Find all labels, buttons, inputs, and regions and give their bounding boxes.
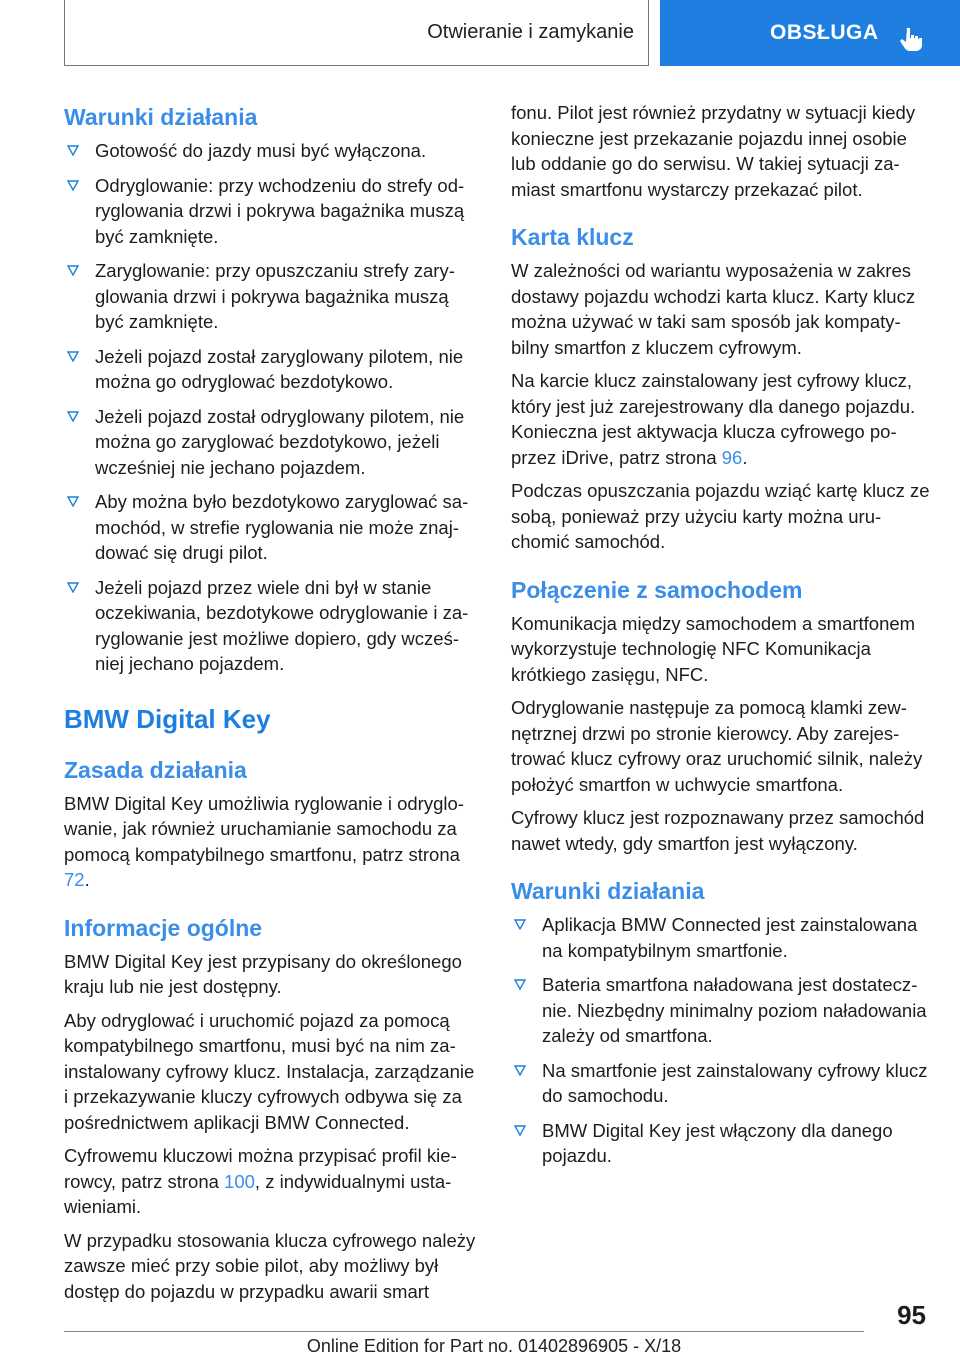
- list-item-text: BMW Digital Key jest włączony dla danego pojazdu.: [542, 1119, 893, 1166]
- triangle-bullet-icon: [67, 265, 79, 276]
- triangle-bullet-icon: [514, 1125, 526, 1136]
- triangle-bullet-icon: [67, 180, 79, 191]
- list-item: [64, 575, 476, 677]
- list-item-text: Zaryglowanie: przy opuszczaniu strefy zaryglowania drzwi i pokrywa bagażnika muszą być zamknięte.: [95, 260, 455, 332]
- paragraph-text: .: [742, 446, 748, 468]
- list-item-text: Odryglowanie: przy wchodzeniu do strefy odryglowania drzwi i pokrywa bagażnika muszą być zamknięte.: [95, 174, 465, 247]
- list-item: [511, 1118, 931, 1169]
- list-item-text: Gotowość do jazdy musi być wyłączona.: [95, 140, 427, 161]
- paragraph-text: BMW Digital Key umożliwia ryglowanie i odryglowanie, jak również uruchamianie samochodu za pomocą kompatybilnego smartfonu, patrz strona: [64, 792, 464, 865]
- paragraph-text: Cyfrowemu kluczowi można przypisać profil kierowcy, patrz strona: [64, 1145, 457, 1192]
- triangle-bullet-icon: [67, 582, 79, 593]
- general-paragraph-4: W przypadku stosowania klucza cyfrowego należy zawsze mieć przy sobie pilot, aby możliwy był dostęp do pojazdu w przypadku awarii smart: [64, 1229, 476, 1302]
- hand-pointer-icon: [898, 26, 924, 52]
- page-link[interactable]: 72: [64, 869, 85, 890]
- list-item: [64, 258, 476, 335]
- list-item: [64, 138, 476, 164]
- list-item-text: Jeżeli pojazd został zaryglowany pilotem, nie można go odryglować bezdotykowo.: [95, 345, 464, 392]
- triangle-bullet-icon: [67, 145, 79, 156]
- heading-connection: Połączenie z samochodem: [511, 576, 803, 603]
- list-item: [511, 972, 931, 1049]
- page-link[interactable]: 100: [224, 1170, 255, 1192]
- connection-paragraph-1: Komunikacja między samochodem a smartfonem wykorzystuje technologię NFC Komunikacja krótkiego zasięgu, NFC.: [511, 612, 916, 685]
- general-paragraph-3: [64, 1143, 476, 1220]
- triangle-bullet-icon: [514, 1065, 526, 1076]
- general-paragraph-2: Aby odryglować i uruchomić pojazd za pomocą kompatybilnego smartfonu, musi być na nim zainstalowany cyfrowy klucz. Instalacja, zarządzanie i przekazywanie kluczy cyfrowych odbywa się za pośrednictwem aplikacji BMW Connected.: [64, 1009, 475, 1133]
- chapter-title: Otwieranie i zamykanie: [64, 0, 649, 66]
- card-paragraph-2: [511, 368, 931, 470]
- page-header: [64, 0, 960, 66]
- heading-principle: Zasada działania: [64, 756, 247, 783]
- triangle-bullet-icon: [67, 496, 79, 507]
- list-item-text: Jeżeli pojazd przez wiele dni był w stanie oczekiwania, bezdotykowe odryglowanie i zaryglowanie jest możliwe dopiero, gdy wcześniej jechano pojazdem.: [95, 576, 469, 674]
- card-paragraph-3: Podczas opuszczania pojazdu wziąć kartę klucz ze sobą, ponieważ przy użyciu karty można uruchomić samochód.: [511, 480, 930, 552]
- triangle-bullet-icon: [514, 979, 526, 990]
- list-item: [64, 173, 476, 250]
- paragraph-text: .: [84, 869, 90, 890]
- principle-paragraph: [64, 791, 476, 893]
- list-item-text: Aby można było bezdotykowo zaryglować samochód, w strefie ryglowania nie może znajdować się drugi pilot.: [95, 491, 469, 563]
- list-item-text: Bateria smartfona naładowana jest dostatecznie. Niezbędny minimalny poziom naładowania zależy od smartfona.: [542, 974, 927, 1046]
- page-number: 95: [897, 1300, 926, 1330]
- page-link[interactable]: 96: [721, 446, 743, 468]
- heading-digital-key: BMW Digital Key: [64, 703, 271, 734]
- triangle-bullet-icon: [67, 411, 79, 422]
- conditions-list: [64, 138, 476, 677]
- footer-divider: [64, 1331, 864, 1332]
- list-item: [64, 404, 476, 481]
- list-item-text: Aplikacja BMW Connected jest zainstalowana na kompatybilnym smartfonie.: [542, 914, 918, 961]
- connection-paragraph-2: Odryglowanie następuje za pomocą klamki zewnętrznej drzwi po stronie kierowcy. Aby zarejestrować klucz cyfrowy oraz uruchomić silnik, należy położyć smartfon w uchwycie smartfona.: [511, 697, 923, 795]
- edition-footer: Online Edition for Part no. 01402896905 - X/18: [306, 1336, 682, 1356]
- card-paragraph-1: W zależności od wariantu wyposażenia w zakres dostawy pojazdu wchodzi karta klucz. Karty klucz można używać w taki sam sposób jak kompatybilny smartfon z kluczem cyfrowym.: [511, 260, 916, 358]
- list-item-text: Jeżeli pojazd został odryglowany pilotem, nie można go zaryglować bezdotykowo, jeżeli wcześniej nie jechano pojazdem.: [95, 405, 465, 478]
- heading-key-card: Karta klucz: [511, 224, 634, 250]
- heading-general: Informacje ogólne: [64, 914, 263, 941]
- continued-paragraph: fonu. Pilot jest również przydatny w sytuacji kiedy konieczne jest przekazanie pojazdu innej osobie lub oddanie go do serwisu. W takiej sytuacji zamiast smartfonu wystarczy przekazać pilot.: [511, 102, 916, 200]
- connection-paragraph-3: Cyfrowy klucz jest rozpoznawany przez samochód nawet wtedy, gdy smartfon jest wyłączony.: [511, 807, 925, 854]
- general-paragraph-1: BMW Digital Key jest przypisany do określonego kraju lub nie jest dostępny.: [64, 950, 462, 997]
- triangle-bullet-icon: [67, 351, 79, 362]
- heading-conditions: Warunki działania: [64, 104, 258, 130]
- paragraph-text: , z indywidualnymi ustawieniami.: [64, 1170, 452, 1217]
- paragraph-text: Na karcie klucz zainstalowany jest cyfrowy klucz, który jest już zarejestrowany dla danego pojazdu. Konieczna jest aktywacja klucza cyfrowego poprzez iDrive, patrz strona: [511, 370, 916, 468]
- list-item-text: Na smartfonie jest zainstalowany cyfrowy klucz do samochodu.: [542, 1059, 928, 1106]
- list-item: [511, 1058, 931, 1109]
- right-column: [511, 100, 931, 1178]
- heading-conditions-2: Warunki działania: [511, 878, 705, 904]
- triangle-bullet-icon: [514, 919, 526, 930]
- section-tab[interactable]: [660, 0, 960, 66]
- conditions-list-2: [511, 912, 931, 1169]
- list-item: [511, 912, 931, 963]
- list-item: [64, 489, 476, 566]
- section-title: OBSŁUGA: [770, 21, 879, 44]
- left-column: [64, 100, 476, 1312]
- list-item: [64, 344, 476, 395]
